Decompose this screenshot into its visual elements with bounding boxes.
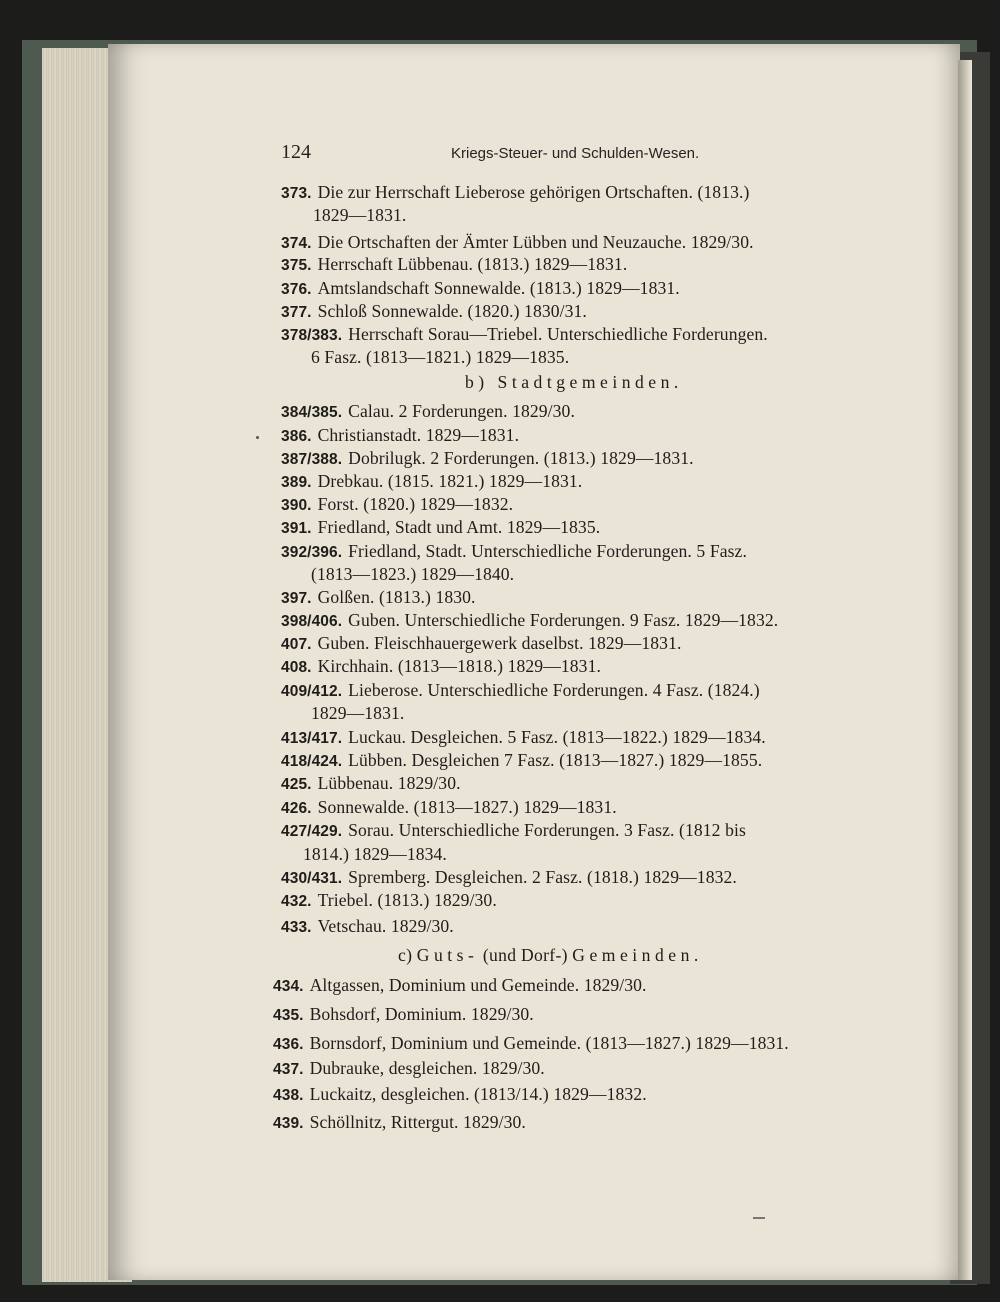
entry-408: 408. Kirchhain. (1813—1818.) 1829—1831.	[281, 656, 601, 676]
entry-437: 437. Dubrauke, desgleichen. 1829/30.	[273, 1058, 545, 1078]
entry-390: 390. Forst. (1820.) 1829—1832.	[281, 494, 514, 514]
entry-438: 438. Luckaitz, desgleichen. (1813/14.) 1829—1832.	[273, 1084, 647, 1104]
entry-427-429-cont: 1814.) 1829—1834.	[303, 844, 447, 864]
entry-386: 386. Christianstadt. 1829—1831.	[281, 425, 520, 445]
entry-435: 435. Bohsdorf, Dominium. 1829/30.	[273, 1004, 534, 1024]
page-number: 124	[281, 141, 311, 163]
entry-409-412: 409/412. Lieberose. Unterschiedliche Forderungen. 4 Fasz. (1824.)	[281, 680, 760, 700]
entry-439: 439. Schöllnitz, Rittergut. 1829/30.	[273, 1112, 526, 1132]
entry-376: 376. Amtslandschaft Sonnewalde. (1813.) 1829—1831.	[281, 278, 680, 298]
entry-373-cont: 1829—1831.	[313, 205, 407, 225]
entry-430-431: 430/431. Spremberg. Desgleichen. 2 Fasz. (1818.) 1829—1832.	[281, 867, 737, 887]
entry-427-429: 427/429. Sorau. Unterschiedliche Forderungen. 3 Fasz. (1812 bis	[281, 820, 746, 840]
entry-377: 377. Schloß Sonnewalde. (1820.) 1830/31.	[281, 301, 587, 321]
entry-413-417: 413/417. Luckau. Desgleichen. 5 Fasz. (1813—1822.) 1829—1834.	[281, 727, 766, 747]
section-b-heading: b) Stadtgemeinden.	[465, 372, 683, 392]
entry-389: 389. Drebkau. (1815. 1821.) 1829—1831.	[281, 471, 583, 491]
entry-378-383: 378/383. Herrschaft Sorau—Triebel. Unterschiedliche Forderungen.	[281, 324, 768, 344]
entry-392-396: 392/396. Friedland, Stadt. Unterschiedliche Forderungen. 5 Fasz.	[281, 541, 747, 561]
entry-384-385: 384/385. Calau. 2 Forderungen. 1829/30.	[281, 401, 575, 421]
entry-375: 375. Herrschaft Lübbenau. (1813.) 1829—1831.	[281, 254, 628, 274]
entry-392-396-cont: (1813—1823.) 1829—1840.	[311, 564, 515, 584]
stray-mark	[256, 436, 259, 439]
entry-409-412-cont: 1829—1831.	[311, 703, 405, 723]
entry-418-424: 418/424. Lübben. Desgleichen 7 Fasz. (1813—1827.) 1829—1855.	[281, 750, 763, 770]
entry-433: 433. Vetschau. 1829/30.	[281, 916, 454, 936]
running-title: Kriegs-Steuer- und Schulden-Wesen.	[451, 145, 700, 162]
entry-374: 374. Die Ortschaften der Ämter Lübben und Neuzauche. 1829/30.	[281, 232, 754, 252]
entry-387-388: 387/388. Dobrilugk. 2 Forderungen. (1813.) 1829—1831.	[281, 448, 694, 468]
entry-436: 436. Bornsdorf, Dominium und Gemeinde. (1813—1827.) 1829—1831.	[273, 1033, 789, 1053]
entry-398-406: 398/406. Guben. Unterschiedliche Forderungen. 9 Fasz. 1829—1832.	[281, 610, 779, 630]
entry-432: 432. Triebel. (1813.) 1829/30.	[281, 890, 497, 910]
entry-426: 426. Sonnewalde. (1813—1827.) 1829—1831.	[281, 797, 617, 817]
entry-434: 434. Altgassen, Dominium und Gemeinde. 1829/30.	[273, 975, 647, 995]
section-c-heading: c) Guts- (und Dorf-) Gemeinden.	[398, 945, 703, 965]
entry-391: 391. Friedland, Stadt und Amt. 1829—1835.	[281, 517, 601, 537]
entry-425: 425. Lübbenau. 1829/30.	[281, 773, 461, 793]
entry-373: 373. Die zur Herrschaft Lieberose gehörigen Ortschaften. (1813.)	[281, 182, 750, 202]
entry-397: 397. Golßen. (1813.) 1830.	[281, 587, 476, 607]
entry-407: 407. Guben. Fleischhauergewerk daselbst. 1829—1831.	[281, 633, 682, 653]
stray-dash	[753, 1217, 765, 1219]
entry-378-383-cont: 6 Fasz. (1813—1821.) 1829—1835.	[311, 347, 570, 367]
